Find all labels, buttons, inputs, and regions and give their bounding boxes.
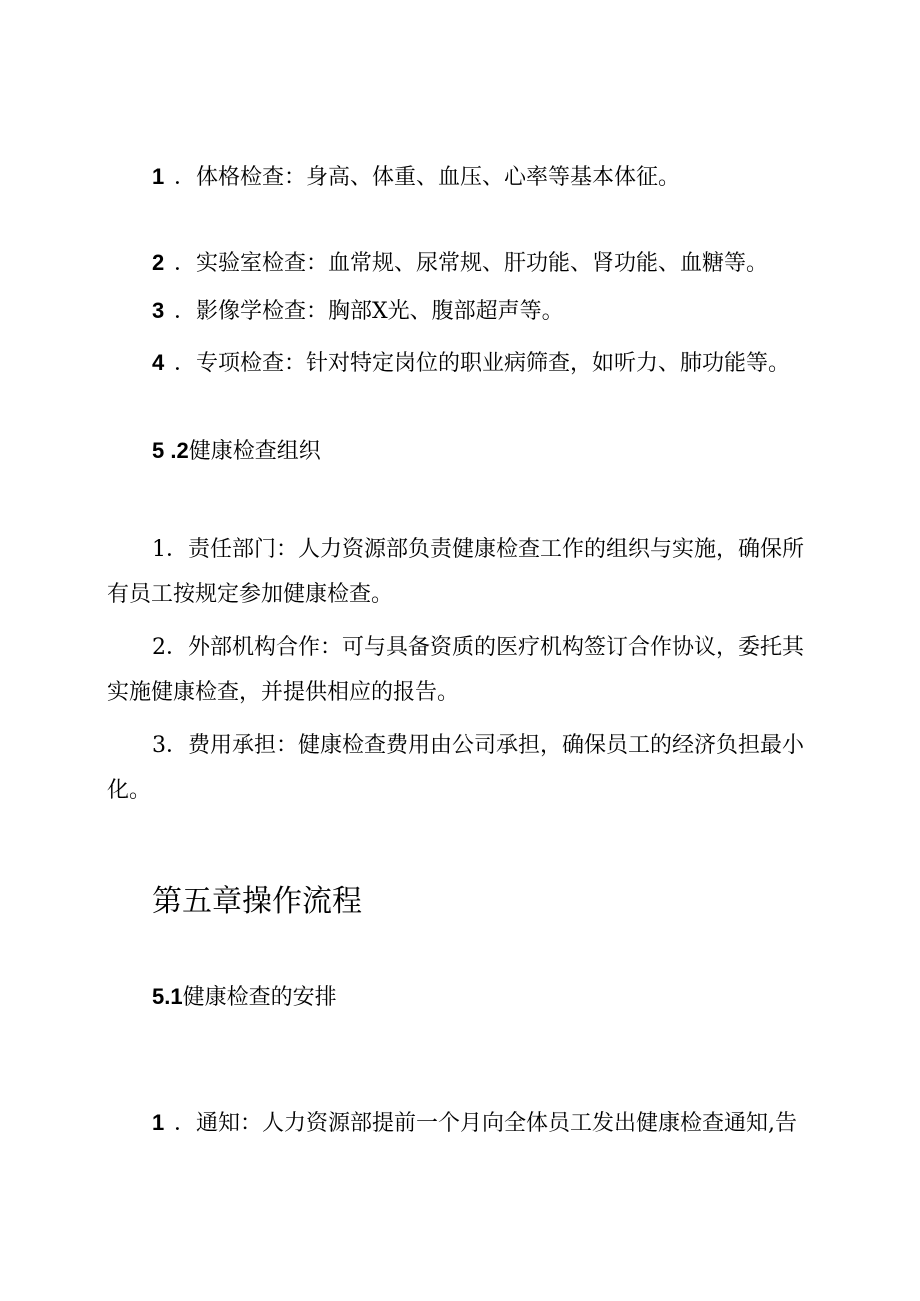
exam-item-4 xyxy=(152,348,790,379)
section-title: 健康检查组织 xyxy=(188,439,321,464)
exam-item-number: 4 xyxy=(152,350,165,375)
notice-item-1 xyxy=(152,1108,820,1139)
section-heading-5-1 xyxy=(152,982,337,1013)
exam-item-text: ．专项检查：针对特定岗位的职业病筛查，如听力、肺功能等。 xyxy=(174,351,791,376)
exam-item-text: ．体格检查：身高、体重、血压、心率等基本体征。 xyxy=(174,165,681,190)
org-item-2 xyxy=(107,625,819,715)
exam-item-1 xyxy=(152,162,680,193)
section-number: 5.1 xyxy=(152,984,183,1009)
chapter-title: 第五章操作流程 xyxy=(152,884,362,919)
exam-item-text: ．影像学检查：胸部X光、腹部超声等。 xyxy=(174,299,564,324)
org-item-number: 2 xyxy=(152,635,166,660)
exam-item-number: 2 xyxy=(152,250,165,275)
exam-item-number: 3 xyxy=(152,298,165,323)
exam-item-number: 1 xyxy=(152,164,165,189)
notice-item-text: ．通知：人力资源部提前一个月向全体员工发出健康检查通知,告 xyxy=(174,1111,797,1136)
org-item-number: 3 xyxy=(152,733,166,758)
exam-item-3 xyxy=(152,296,564,327)
exam-item-2 xyxy=(152,248,768,279)
org-item-text: ．责任部门：人力资源部负责健康检查工作的组织与实施，确保所有员工按规定参加健康检查。 xyxy=(107,537,805,607)
org-item-3 xyxy=(107,723,819,813)
section-number: 5 .2 xyxy=(152,438,189,463)
org-item-text: ．外部机构合作：可与具备资质的医疗机构签订合作协议，委托其实施健康检查，并提供相应的报告。 xyxy=(107,635,805,705)
org-item-number: 1 xyxy=(152,537,166,562)
notice-item-number: 1 xyxy=(152,1110,165,1135)
org-item-text: ．费用承担：健康检查费用由公司承担，确保员工的经济负担最小化。 xyxy=(107,733,805,803)
org-item-1 xyxy=(107,527,819,617)
section-title: 健康检查的安排 xyxy=(182,985,337,1010)
exam-item-text: ．实验室检查：血常规、尿常规、肝功能、肾功能、血糖等。 xyxy=(174,251,769,276)
section-heading-5-2 xyxy=(152,436,321,467)
